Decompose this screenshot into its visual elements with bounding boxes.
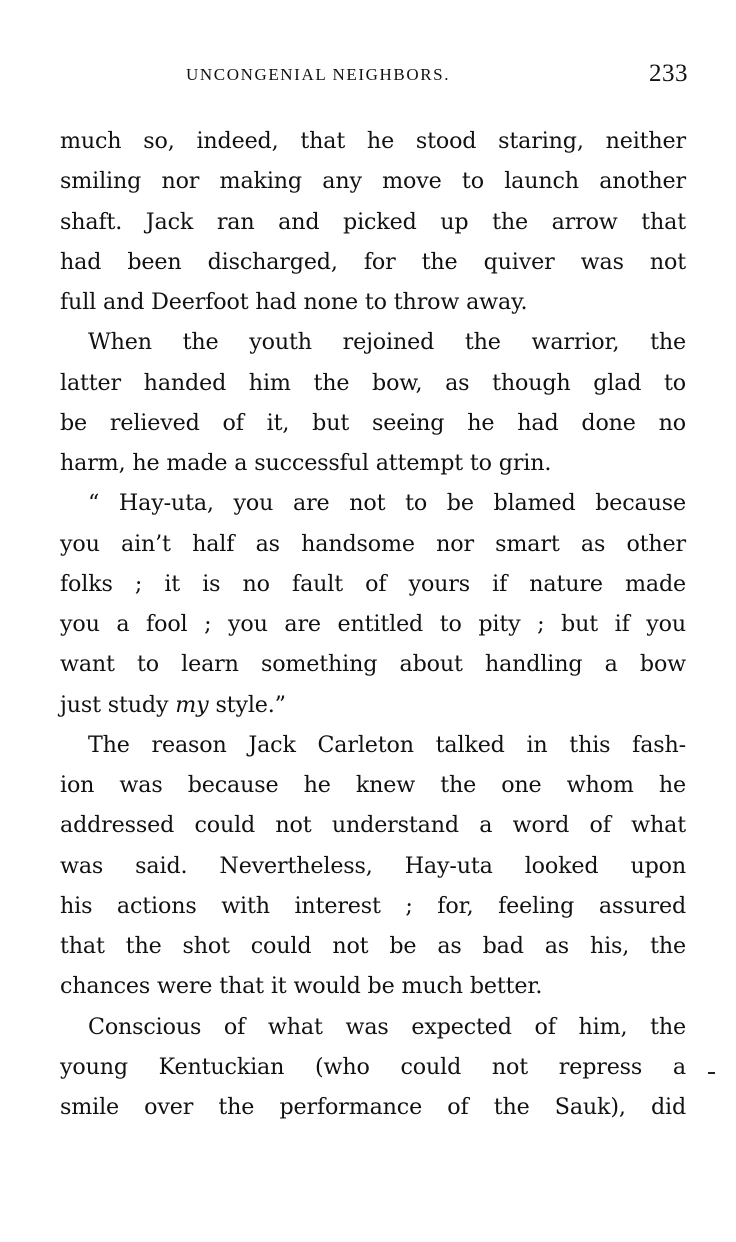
text-line: had been discharged, for the quiver was not (60, 248, 686, 275)
text-line: latter handed him the bow, as though glad to (60, 369, 686, 396)
text-line: When the youth rejoined the warrior, the (88, 329, 686, 356)
text-line: The reason Jack Carleton talked in this fash- (88, 731, 686, 758)
body-text (60, 121, 686, 1127)
text-line: shaft. Jack ran and picked up the arrow that (60, 208, 686, 235)
text-line: young Kentuckian (who could not repress a (60, 1053, 686, 1080)
text-line: much so, indeed, that he stood staring, neither (60, 128, 686, 154)
text-line: his actions with interest ; for, feeling assured (60, 892, 686, 919)
text-line: addressed could not understand a word of what (60, 812, 686, 839)
text-line: full and Deerfoot had none to throw away. (60, 289, 528, 315)
text-line: that the shot could not be as bad as his, the (60, 933, 686, 959)
text-run: style.” (208, 691, 286, 718)
text-line: “ Hay-uta, you are not to be blamed because (88, 490, 686, 517)
text-line: be relieved of it, but seeing he had done no (60, 409, 686, 436)
italic-word: my (175, 691, 209, 718)
text-line (60, 685, 686, 725)
running-head (60, 60, 688, 94)
text-line: ion was because he knew the one whom he (60, 772, 686, 798)
text-run: just study (60, 691, 176, 718)
text-line: folks ; it is no fault of yours if nature made (60, 570, 686, 597)
text-line: you ain’t half as handsome nor smart as other (60, 530, 686, 557)
text-line: want to learn something about handling a bow (60, 651, 686, 678)
running-title: UNCONGENIAL NEIGHBORS. (186, 65, 451, 84)
text-line: Conscious of what was expected of him, the (88, 1013, 686, 1040)
text-line: was said. Nevertheless, Hay-uta looked upon (60, 852, 686, 879)
page-number: 233 (649, 60, 688, 87)
text-line: smiling nor making any move to launch another (60, 168, 686, 195)
text-line: chances were that it would be much better. (60, 973, 543, 1000)
text-line: harm, he made a successful attempt to grin. (60, 450, 552, 476)
margin-mark (708, 1072, 715, 1074)
text-line: you a fool ; you are entitled to pity ; but if you (60, 611, 686, 637)
text-line: smile over the performance of the Sauk), did (60, 1094, 686, 1120)
